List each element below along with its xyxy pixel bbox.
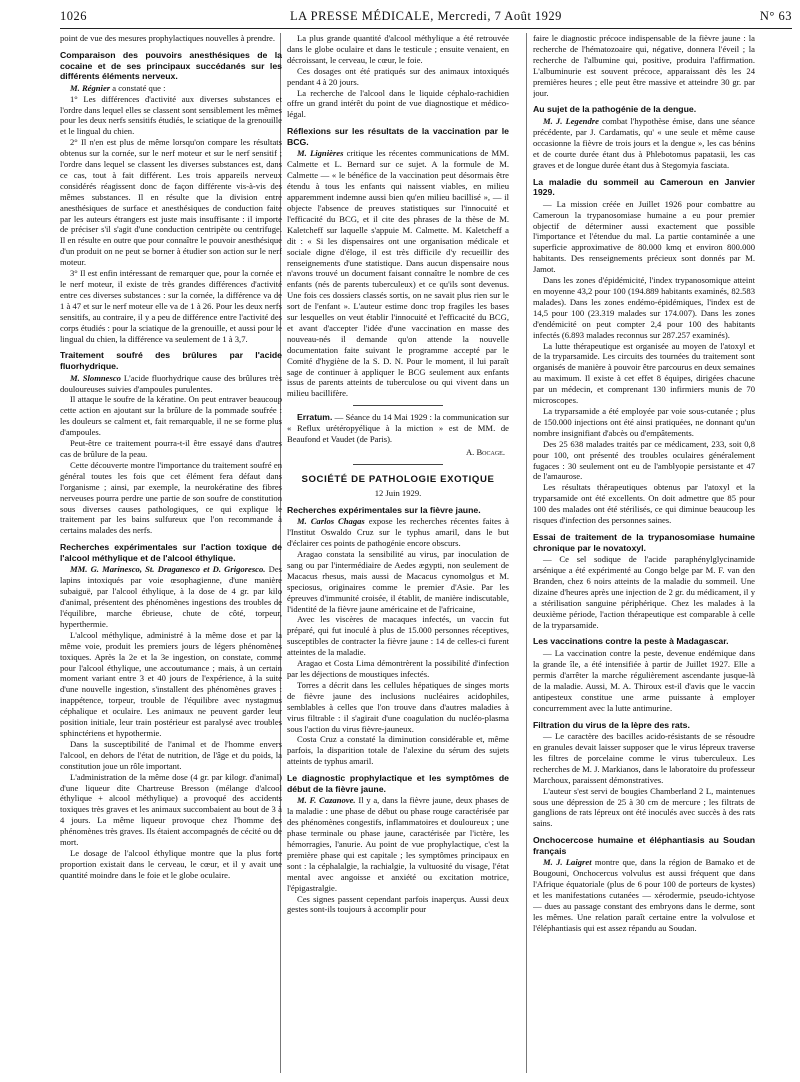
paragraph: a constaté que : <box>112 82 166 93</box>
paragraph: — Le caractère des bacilles acido-résistants de se résoudre en granules devait laisser supposer que le virus lépreux traverse les filtres de porcelaine comme le virus tuberculeux. Les recherches de M. J. Markianos, dans le laboratoire du professeur Marchoux, paraissent démonstratives. <box>533 731 755 785</box>
paragraph: Avec les viscères de macaques infectés, un vaccin fut préparé, qui fut inoculé à plus de 15.000 personnes réceptives, susceptibles de contracter la fièvre jaune : 14 de celles-ci furent atteintes de la maladie. <box>287 614 509 658</box>
section-date: 12 Juin 1929. <box>374 487 422 498</box>
article-title: Recherches expérimentales sur l'action toxique de l'alcool méthylique et de l'alcool éthylique. <box>60 542 282 563</box>
article-title: Réflexions sur les résultats de la vaccination par le BCG. <box>287 126 509 147</box>
paragraph: Cette découverte montre l'importance du traitement soufré en général toutes les fois que cet élément fera défaut dans l'organisme ; ainsi, par exemple, la neurokératine des fibres nerveuses pourra perdre une partie de son soufre de constitution sous diverses causes pathologiques, ce qui explique le traitement par les bains sulfureux que l'on recommande à certains malades des nerfs. <box>60 459 282 536</box>
article-title: Les vaccinations contre la peste à Madagascar. <box>533 636 729 647</box>
paragraph: Torres a décrit dans les cellules hépatiques de singes morts de fièvre jaune des inclusions nucléaires acidophiles, semblables à celles que l'on trouve dans d'autres maladies à virus filtrable : il s'agirait d'une coagulation du nucléo-plasma sous l'action du virus fièvre-jauneux. <box>287 679 509 734</box>
paragraph: Aragao constata la sensibilité au virus, par inoculation de sang ou par l'intermédiaire de Aedes ægypti, non seulement de Macacus rhesus, mais aussi de Macacus cynomolgus et M. speciosus, originaires comme le premier d'Asie. Par les épreuves d'immunité croisée, il établit, de manière indiscutable, l'identité de la fièvre jaune américaine et de l'africaine, <box>287 549 509 614</box>
article-author: M. J. Legendre <box>543 116 599 127</box>
erratum-text: — Séance du 14 Mai 1929 : la communication sur « Reflux urétéropyélique à la miction » est de MM. de Beaufond et Vaudet (de Paris). <box>287 412 509 445</box>
paragraph: 2° Il n'en est plus de même lorsqu'on compare les résultats obtenus sur la cornée, sur le nerf moteur et sur le nerf sensitif ; l'ordre dans lequel se classent les diverses substances est, dans ce cas, tout à fait différent. Les trois appareils nerveux considérés réagissent donc de façon différente vis-à-vis des mêmes substances. Il en résulte que la division entre anesthésiques de surface et anesthésiques de conduction faite par les auteurs étrangers est juste mais insuffisante : il importe de préciser s'il s'agit d'une conduction centripète ou centrifuge. Il en résulte en outre que pour connaître le pouvoir anesthésique d'un produit on ne peut se borner à étudier son action sur le nerf moteur. <box>60 137 282 268</box>
column-3 <box>533 33 755 1079</box>
paragraph: Il y a, dans la fièvre jaune, deux phases de la maladie : une phase de début ou phase rouge caractérisée par des phénomènes congestifs, inflammatoires et douloureux ; une phase terminale ou phase jaune, caractérisée par l'ictère, les hémorragies, l'anurie. Au point de vue prophylactique, c'est la première phase qui est capitale ; les symptômes principaux en sont : la céphalalgie, la rachialgie, la vultuosité du visage, l'état mental avec angoisse et anxiété ou excitation motrice, l'épigastralgie. <box>287 795 509 893</box>
paragraph: Ces dosages ont été pratiqués sur des animaux intoxiqués pendant 4 à 20 jours. <box>287 65 509 87</box>
paragraph: Il attaque le soufre de la kératine. On peut entraver beaucoup cette action en ajoutant sur la brûlure de la pommade soufrée : les douleurs se calment et, fait remarquable, il ne se forme plus d'ampoules. <box>60 394 282 438</box>
article-author: M. Slomnesco <box>70 372 121 383</box>
paragraph: — La vaccination contre la peste, devenue endémique dans la grande île, a été intensifiée à partir de Juillet 1927. Elle a permis d'arrêter la marche régulièrement ascendante jusque-là de la maladie. Aussi, M. A. Thiroux est-il d'avis que le vaccin antipesteux constitue une arme puissante à employer concurremment avec la lutte antimurine. <box>533 648 755 713</box>
signature: A. Bocage. <box>465 447 505 457</box>
column-rule-2 <box>526 33 527 1073</box>
paragraph: Le dosage de l'alcool éthylique montre que la plus forte proportion existait dans le cerveau, le cœur, et il y avait une quantité moindre dans le foie et le globe oculaire. <box>60 847 282 880</box>
paragraph: Peut-être ce traitement pourra-t-il être essayé dans d'autres cas de brûlure de la peau. <box>60 438 282 459</box>
article-title: Filtration du virus de la lèpre des rats. <box>533 719 690 730</box>
article-author: M. F. Cazanove. <box>297 795 356 806</box>
article-title: Essai de traitement de la trypanosomiase humaine chronique par le novatoxyl. <box>533 531 755 553</box>
paragraph: faire le diagnostic précoce indispensable de la fièvre jaune : la recherche de l'hématozoaire qui, négative, donnera l'éveil ; la recherche de l'albumine qui, positive, produira l'affirmation. L'albuminurie est souvent précoce, apparaissant dès les 24 premières heures ; elle peut être massive et atteindre 30 gr. par jour. <box>533 33 755 98</box>
paragraph: Les résultats thérapeutiques obtenus par l'atoxyl et la tryparsamide ont été excellents. On doit admettre que 85 pour 100 des malades ont été stérilisés, ce qui diminue beaucoup les risques d'infection des personnes saines. <box>533 482 755 526</box>
article-title: Le diagnostic prophylactique et les symptômes de début de la fièvre jaune. <box>287 773 509 794</box>
paragraph: Dans la susceptibilité de l'animal et de l'homme envers l'alcool, en dehors de l'état de nutrition, de l'âge et du poids, la constitution joue un rôle important. <box>60 738 282 771</box>
paragraph: point de vue des mesures prophylactiques nouvelles à prendre. <box>60 33 276 43</box>
paragraph: — Ce sel sodique de l'acide paraphénylglycinamide arsénique a été expérimenté au Congo belge par M. F. van den Branden, chez 6 noirs atteints de la maladie du sommeil. Une dizaine d'heures après une injection de 2 gr. du médicament, il y a stérilisation sanguine périphérique. Chez les malades à la deuxième période, l'action thérapeutique est comparable à celle de la tryparsamide. <box>533 554 755 630</box>
paragraph: La plus grande quantité d'alcool méthylique a été retrouvée dans le globe oculaire et dans le testicule ; ensuite venaient, en décroissant, le cerveau, le cœur, le foie. <box>287 33 509 65</box>
paragraph: L'acide fluorhydrique cause des brûlures très douloureuses suivies d'ampoules purulentes. <box>60 372 282 394</box>
section-title: SOCIÉTÉ DE PATHOLOGIE EXOTIQUE <box>301 473 495 485</box>
separator <box>353 405 443 406</box>
page-number: 1026 <box>60 9 87 23</box>
separator <box>353 464 443 465</box>
paragraph: L'alcool méthylique, administré à la même dose et par la même voie, produit les premiers jours de légers phénomènes toxiques. Après la 2e et la 3e ingestion, on constate, comme pour l'alcool éthylique, une accoutumance ; mais, à un certain moment variant entre 3 et 40 jours de l'expérience, à la suite d'une nouvelle ingestion, s'installent des phénomènes graves : inappétence, torpeur, trouble de l'équilibre avec nystagmus céphalique et oculaire. Les animaux ne peuvent garder leur position initiale, leur train postérieur est paralysé avec troubles sphinctériens et hypothermie. <box>60 629 282 738</box>
article-author: M. Lignières <box>297 148 344 159</box>
column-2 <box>287 33 509 1079</box>
paragraph: Des 25 638 malades traités par ce médicament, 233, soit 0,8 pour 100, ont présenté des troubles oculaires généralement fugaces : 30 seulement ont eu de l'amblyopie persistante et 47 de l'amaurose. <box>533 438 755 482</box>
paragraph: Costa Cruz a constaté la diminution considérable et, même parfois, la disparition totale de l'alexine du sérum des sujets atteints de typhus amaril. <box>287 734 509 767</box>
paragraph: L'administration de la même dose (4 gr. par kilogr. d'animal) d'une liqueur dite Chartreuse Bresson (mélange d'alcool éthylique + alcool méthylique) a provoqué des accidents toxiques très graves et les animaux succombaient au bout de 3 à 4 jours. La même liqueur provoque chez l'homme des phénomènes très graves. Ils étaient accompagnés de cécité ou de mort. <box>60 771 282 848</box>
article-title: La maladie du sommeil au Cameroun en Janvier 1929. <box>533 176 755 198</box>
paragraph: 1° Les différences d'activité aux diverses substances et l'ordre dans lequel elles se classent sont sensiblement les mêmes pour les deux nerfs sensitifs étudiés, le sciatique de la grenouille et le lingual du chien. <box>60 93 282 137</box>
page-header <box>60 6 792 29</box>
article-author: M. J. Laigret <box>543 857 592 868</box>
article-author: MM. G. Marinesco, St. Draganesco et D. Grigoresco. <box>70 564 266 575</box>
paragraph: 3° Il est enfin intéressant de remarquer que, pour la cornée et le nerf moteur, il existe de très grandes différences d'activité entre ces diverses substances : sur la cornée, la différence va de 1 à 47 et sur le nerf moteur elle va de 1 à 26. Pour les deux nerfs sensitifs, au contraire, il y a peu de différence entre l'activité des corps étudiés : pour la sciatique de la grenouille, et aussi pour le lingual du chien, la différence va seulement de 1 à 3,7. <box>60 268 282 344</box>
paragraph: — La mission créée en Juillet 1926 pour combattre au Cameroun la trypanosomiase humaine a eu pour premier objectif de déterminer aussi exactement que possible l'importance et l'étendue du mal. La partie contaminée a une superficie approximative de 80.000 kmq et environ 800.000 habitants. Des renseignements précieux sont donnés par M. Jamot. <box>533 198 755 275</box>
paragraph: Dans les zones d'épidémicité, l'index trypanosomique atteint en moyenne 43,2 pour 100 (194.889 habitants examinés, 82.583 malades). Dans les zones endémo-épidémiques, l'index est de 14,5 pour 100 (23.319 malades sur 174.007). Dans les zones d'endémicité on peut compter 2,4 pour 100 des habitants infectés (6.893 malades reconnus sur 287.257 examinés). <box>533 275 755 340</box>
paragraph: Ces signes passent cependant parfois inaperçus. Aussi deux gestes sont-ils toujours à accomplir pour <box>287 893 509 915</box>
paragraph: Aragao et Costa Lima démontrèrent la possibilité d'infection par les déjections de moustiques infectés. <box>287 658 509 679</box>
paragraph: La lutte thérapeutique est organisée au moyen de l'atoxyl et de la tryparsamide. Les circuits des tournées du traitement sont organisés de manière à pouvoir être parcourus en deux semaines au maximum. Il existe à cet effet 8 équipes, dirigées chacune par un médecin, et comprenant 130 infirmiers munis de 70 microscopes. <box>533 340 755 406</box>
article-title: Traitement soufré des brûlures par l'acide fluorhydrique. <box>60 350 282 372</box>
erratum-label: Erratum. <box>297 412 333 423</box>
article-title: Comparaison des pouvoirs anesthésiques de la cocaine et de ses principaux succédanés sur les différents éléments nerveux. <box>60 49 282 82</box>
paragraph: montre que, dans la région de Bamako et de Bougouni, Onchocercus volvulus est aussi fréquent que dans l'Afrique équatoriale (plus de 6 pour 100 de porteurs de kystes) et les manifestations cutanées — xérodermie, pseudo-ichtyose — dues au passage constant des embryons dans le derme, sont les mêmes. Une relation paraît certaine entre la volvulose et l'éléphantiasis qui est assez répandu au Soudan. <box>533 857 755 933</box>
journal-title: LA PRESSE MÉDICALE, Mercredi, 7 Août 1929 <box>290 9 562 23</box>
column-1 <box>60 33 282 1079</box>
issue-number: N° 63 <box>759 9 792 23</box>
article-title: Au sujet de la pathogénie de la dengue. <box>533 104 697 115</box>
paragraph: expose les recherches récentes faites à l'Institut Oswaldo Cruz sur le typhus amaril, dans le but d'éclairer ces points de pathogénie encore obscurs. <box>287 516 509 549</box>
article-title: Recherches expérimentales sur la fièvre jaune. <box>287 504 481 515</box>
article-author: M. Carlos Chagas <box>297 516 365 527</box>
article-title: Onchocercose humaine et éléphantiasis au Soudan français <box>533 835 755 856</box>
paragraph: La recherche de l'alcool dans le liquide céphalo-rachidien offre un grand intérêt du point de vue diagnostique et médico-légal. <box>287 87 509 120</box>
paragraph: combat l'hypothèse émise, dans une séance précédente, par J. Cardamatis, qu' « une seule et même cause occasionne la fièvre de trois jours et la dengue », les cas bénins et de courte durée étant dus à Phlebotomus papatasii, les cas graves et de longue durée étant dus à Stegomyia fasciata. <box>533 116 755 170</box>
article-author: M. Régnier <box>70 82 111 93</box>
paragraph: critique les récentes communications de MM. Calmette et L. Bernard sur ce sujet. A la formule de M. Calmette — « le bénéfice de la vaccination peut désormais être étendu à tous les enfants qui naissent viables, en milieu apparemment indemne aussi bien qu'en milieu bacillisé », — il objecte l'absence de preuves statistiques sur l'innocuité et l'efficacité du BCG, et il cite des phrases de la thèse de M. Kaletcheff sur laquelle s'appuie M. Calmette. M. Kaletcheff a dit : « Si les dispensaires ont une organisation médicale et sociale digne d'éloge, il est très difficile d'y recueillir des renseignements d'une statistique. Dans aucun dispensaire nous n'avons trouvé un document faisant connaître le nombre de ces enfants (nés de parents tuberculeux) et ce qu'ils sont devenus. Une fois ces dossiers classés sortis, on ne savait plus rien sur le sort de l'enfant ». L'auteur estime donc trop fragiles les bases sur lesquelles on veut établir l'innocuité et l'efficacité du BCG, et avant d'accepter l'idée d'une vaccination en masse des nouveau-nés il demande qu'on attende la nouvelle documentation faite suivant le programme accepté par le Comité d'hygiène de la S. D. N. Pour le moment, il lui paraît sage de continuer à appliquer le BCG seulement aux enfants issus de parents atteints de tuberculose ou qui vivent dans un milieu bacillifère. <box>287 148 509 399</box>
paragraph: L'auteur s'est servi de bougies Chamberland 2 L, maintenues sous une dépression de 25 à 30 cm de mercure ; les filtrats de ganglions de rats lépreux ont été inoculés avec succès à des rats sains. <box>533 785 755 829</box>
paragraph: Des lapins intoxiqués par voie œsophagienne, d'une manière subaiguë, par l'alcool éthylique, à la dose de 4 gr. par kilo d'animal, présentent des phénomènes ingestions des troubles de l'équilibre, marche ébrieuse, chute de côté, torpeur, hyperthermie. <box>60 564 282 629</box>
paragraph: La tryparsamide a été employée par voie sous-cutanée ; plus de 150.000 injections ont été ainsi pratiquées, ne donnant qu'un nombre insignifiant d'abcès ou d'empâtements. <box>533 405 755 438</box>
